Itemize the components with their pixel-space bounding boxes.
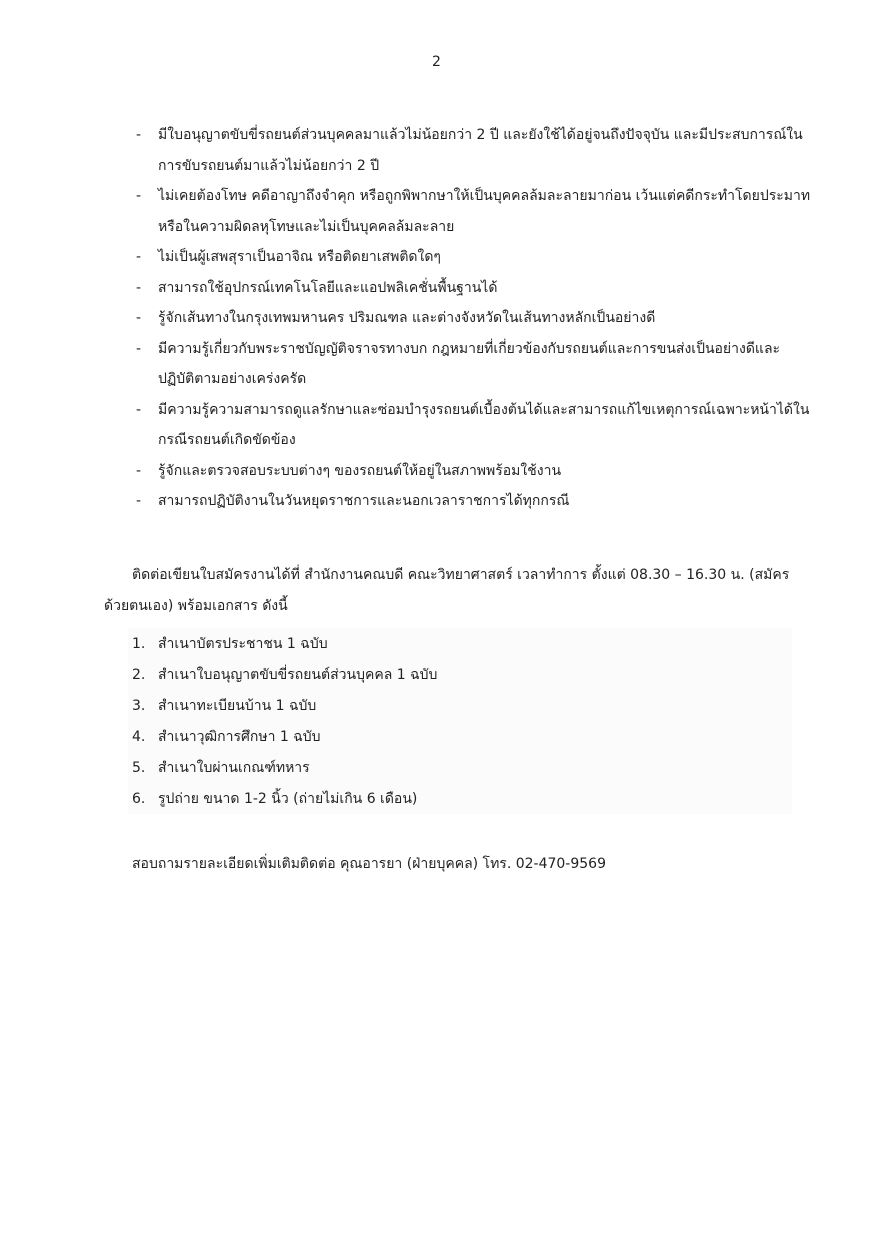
list-dash: -	[136, 188, 142, 204]
list-dash: -	[136, 127, 142, 143]
document-number: 4.	[132, 729, 146, 745]
document-item	[132, 722, 772, 753]
document-text: สำเนาวุฒิการศึกษา 1 ฉบับ	[158, 729, 321, 745]
contact-text: ติดต่อเขียนใบสมัครงานได้ที่ สำนักงานคณบดี คณะวิทยาศาสตร์ เวลาทำการ ตั้งแต่ 08.30 – 16.30 น. (สมัครด้วยตนเอง) พร้อมเอกสาร ดังนี้	[104, 567, 790, 614]
qualification-text: สามารถใช้อุปกรณ์เทคโนโลยีและแอปพลิเคชั่นพื้นฐานได้	[158, 279, 498, 296]
list-dash: -	[136, 310, 142, 326]
document-text: สำเนาบัตรประชาชน 1 ฉบับ	[158, 636, 328, 652]
inquiry-contact: สอบถามรายละเอียดเพิ่มเติมติดต่อ คุณอารยา (ฝ่ายบุคคล) โทร. 02-470-9569	[132, 856, 606, 872]
list-dash: -	[136, 401, 142, 418]
list-dash: -	[136, 249, 142, 265]
qualification-text: มีความรู้เกี่ยวกับพระราชบัญญัติจราจรทางบก กฎหมายที่เกี่ยวข้องกับรถยนต์และการขนส่งเป็นอย่างดีและปฏิบัติตามอย่างเคร่งครัด	[158, 340, 781, 387]
list-dash: -	[136, 340, 142, 357]
qualification-item	[132, 395, 812, 456]
qualification-item	[132, 486, 812, 517]
qualification-text: ไม่เคยต้องโทษ คดีอาญาถึงจำคุก หรือถูกพิพากษาให้เป็นบุคคลล้มละลายมาก่อน เว้นแต่คดีกระทำโดยประมาทหรือในความผิดลหุโทษและไม่เป็นบุคคลล้มละลาย	[158, 188, 811, 235]
qualification-item	[132, 303, 812, 334]
document-number: 2.	[132, 667, 146, 683]
document-number: 3.	[132, 698, 146, 714]
document-text: รูปถ่าย ขนาด 1-2 นิ้ว (ถ่ายไม่เกิน 6 เดือน)	[158, 791, 418, 807]
document-item	[132, 691, 772, 722]
document-item	[132, 784, 772, 815]
qualification-text: มีความรู้ความสามารถดูแลรักษาและซ่อมบำรุงรถยนต์เบื้องต้นได้และสามารถแก้ไขเหตุการณ์เฉพาะหน้าได้ในกรณีรถยนต์เกิดขัดข้อง	[158, 401, 810, 448]
qualification-item	[132, 181, 812, 242]
document-number: 5.	[132, 760, 146, 776]
list-dash: -	[136, 493, 142, 509]
qualification-text: รู้จักและตรวจสอบระบบต่างๆ ของรถยนต์ให้อยู่ในสภาพพร้อมใช้งาน	[158, 462, 562, 479]
document-item	[132, 753, 772, 784]
list-dash: -	[136, 462, 142, 479]
qualification-item	[132, 242, 812, 273]
document-number: 1.	[132, 636, 146, 652]
qualification-item	[132, 120, 812, 181]
qualification-text: สามารถปฏิบัติงานในวันหยุดราชการและนอกเวลาราชการได้ทุกกรณี	[158, 493, 570, 509]
list-dash: -	[136, 279, 142, 296]
document-item	[132, 660, 772, 691]
qualification-text: ไม่เป็นผู้เสพสุราเป็นอาจิณ หรือติดยาเสพติดใดๆ	[158, 249, 441, 265]
qualification-item	[132, 334, 812, 395]
page-number: 2	[432, 54, 441, 70]
qualification-item	[132, 456, 812, 487]
document-text: สำเนาใบอนุญาตขับขี่รถยนต์ส่วนบุคคล 1 ฉบับ	[158, 667, 438, 683]
contact-paragraph	[104, 560, 804, 622]
qualifications-list	[132, 120, 812, 517]
qualification-text: มีใบอนุญาตขับขี่รถยนต์ส่วนบุคคลมาแล้วไม่น้อยกว่า 2 ปี และยังใช้ได้อยู่จนถึงปัจจุบัน และมีประสบการณ์ในการขับรถยนต์มาแล้วไม่น้อยกว่า 2 ปี	[158, 127, 803, 174]
documents-list	[132, 629, 772, 815]
document-text: สำเนาทะเบียนบ้าน 1 ฉบับ	[158, 698, 317, 714]
qualification-item	[132, 273, 812, 304]
qualification-text: รู้จักเส้นทางในกรุงเทพมหานคร ปริมณฑล และต่างจังหวัดในเส้นทางหลักเป็นอย่างดี	[158, 310, 656, 326]
document-number: 6.	[132, 791, 146, 807]
document-item	[132, 629, 772, 660]
document-text: สำเนาใบผ่านเกณฑ์ทหาร	[158, 760, 310, 776]
